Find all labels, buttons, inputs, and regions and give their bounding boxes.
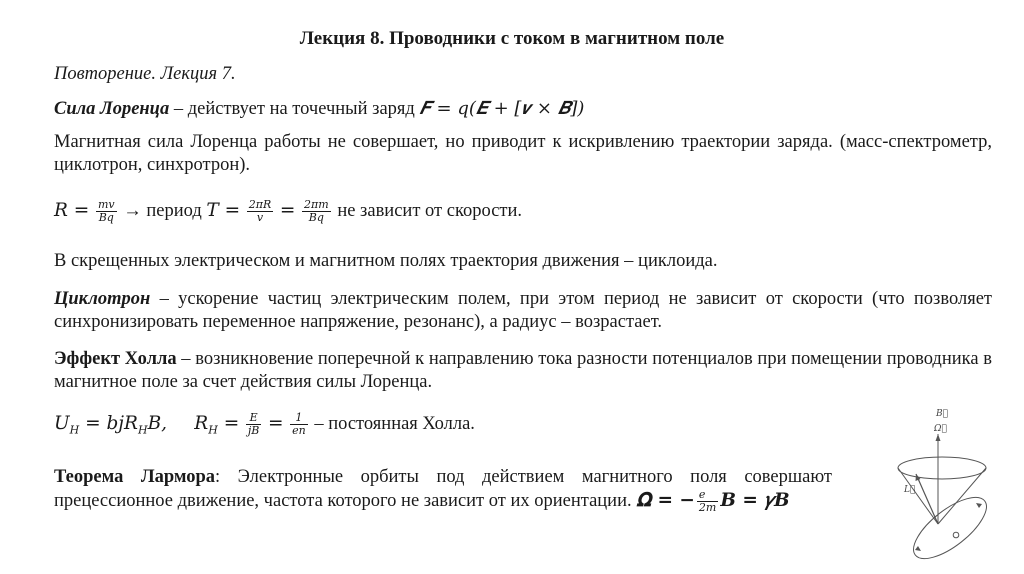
hall-tail: – постоянная Холла. (314, 413, 475, 434)
hall-fraction-1 (246, 412, 262, 437)
period-fraction-2 (302, 199, 331, 224)
hall-paragraph (54, 348, 992, 394)
radius-fraction-num: 𝑚𝑣 (97, 198, 115, 211)
hall-term: Эффект Холла (54, 349, 177, 369)
orbit-direction-arrow-2-icon (915, 546, 921, 551)
hall-u (54, 412, 168, 437)
radius-fraction-den: 𝐵𝑞 (98, 211, 114, 224)
diagram-label-l: L⃗ (904, 485, 916, 495)
hall-formula-line (54, 412, 475, 437)
cyclotron-term: Циклотрон (54, 289, 151, 309)
larmor-precession-diagram (886, 404, 1004, 564)
hall-u-sub: 𝐻 (69, 423, 80, 437)
cyclotron-paragraph (54, 288, 992, 334)
hall-fraction-2 (290, 412, 308, 437)
hall-fraction-2-den: 𝑒𝑛 (292, 424, 306, 437)
period-tail: не зависит от скорости. (337, 200, 523, 221)
larmor-fraction (697, 489, 718, 514)
hall-u-symbol: 𝑈 (54, 412, 70, 434)
hall-rr-sub: 𝐻 (208, 423, 218, 437)
larmor-rhs: 𝑩 = 𝛾𝑩 (720, 490, 790, 511)
hall-eq: = (267, 412, 284, 434)
hall-fraction-1-den: 𝑗𝐵 (247, 424, 260, 437)
lorentz-term: Сила Лоренца (54, 99, 170, 119)
cyclotron-text: – ускорение частиц электрическим полем, при этом период не зависит от скорости (что позволяет синхронизировать переменное напряжение, резонанс), а радиус – возрастает. (54, 289, 992, 332)
larmor-fraction-den: 2𝑚 (698, 501, 717, 515)
period-fraction-2-den: 𝐵𝑞 (308, 211, 324, 224)
hall-r-symbol: 𝑅 (194, 412, 209, 434)
period-arrow-text: → период (123, 200, 207, 221)
precession-cone-ellipse (898, 457, 986, 479)
larmor-lhs: 𝛀 = − (636, 490, 695, 511)
repeat-note: Повторение. Лекция 7. (54, 64, 236, 84)
slide-title: Лекция 8. Проводники с током в магнитном поле (299, 28, 725, 49)
hall-r-eq: = (217, 412, 240, 434)
diagram-label-b: B⃗ (936, 409, 949, 419)
period-fraction-1-num: 2𝜋𝑅 (248, 198, 272, 211)
electron-icon (953, 532, 959, 538)
angular-momentum-vector (916, 474, 938, 524)
larmor-text: : Электронные орбиты под действием магнитного поля совершают прецессионное движение, частота которого не зависит от их ориентации. (54, 467, 833, 511)
radius-fraction (96, 199, 117, 224)
cone-right-edge (938, 468, 986, 524)
hall-u-rhs: = 𝑏𝑗𝑅 (79, 412, 138, 434)
electron-orbit (904, 487, 996, 564)
lorentz-text: – действует на точечный заряд (169, 99, 420, 119)
radius-lhs: 𝑅 = (54, 199, 90, 221)
larmor-fraction-num: 𝑒 (697, 489, 718, 502)
hall-r (194, 412, 240, 437)
hall-fraction-1-num: 𝐸 (246, 412, 262, 425)
larmor-paragraph (54, 466, 832, 514)
hall-u-tail: 𝐵, (147, 412, 168, 434)
lorentz-line (54, 98, 584, 120)
orbit-direction-arrow-icon (976, 503, 982, 508)
period-fraction-1-den: 𝑣 (256, 211, 264, 224)
diagram-label-omega: Ω⃗ (934, 424, 947, 434)
magnetic-work-paragraph: Магнитная сила Лоренца работы не совершает, но приводит к искривлению траектории заряда. (масс-спектрометр, циклотрон, синхротрон). (54, 132, 992, 175)
hall-fraction-2-num: 1 (290, 412, 308, 425)
hall-r-sub: 𝐻 (137, 423, 148, 437)
period-fraction-2-num: 2𝜋𝑚 (304, 198, 329, 211)
crossed-fields-text: В скрещенных электрическом и магнитном полях траектория движения – циклоида. (54, 251, 718, 271)
lorentz-formula: 𝑭 = 𝑞(𝑬 + [𝒗 × 𝑩]) (419, 98, 585, 119)
period-fraction-1 (247, 199, 274, 224)
axis-arrow-icon (936, 434, 941, 441)
period-eq: = (279, 199, 296, 221)
larmor-term: Теорема Лармора (54, 467, 216, 487)
period-lhs: 𝑇 = (206, 199, 241, 221)
hall-text: – возникновение поперечной к направлению тока разности потенциалов при помещении проводника в магнитное поле за счет действия силы Лоренца. (54, 349, 992, 392)
radius-formula-line (54, 199, 522, 224)
